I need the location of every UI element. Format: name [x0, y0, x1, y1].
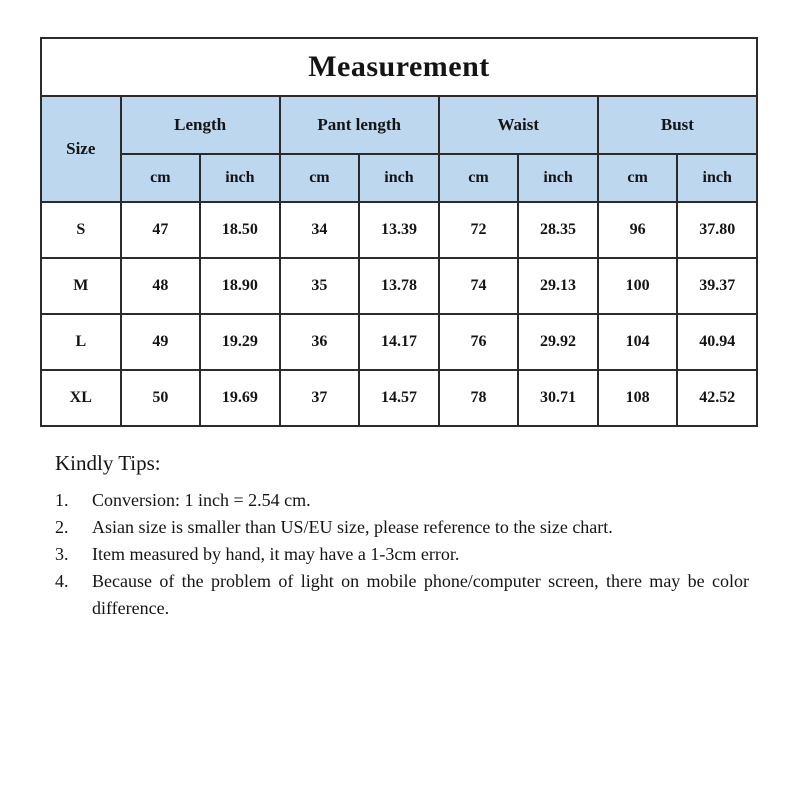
cell-bust-cm: 100 — [598, 258, 678, 314]
cell-pant-cm: 34 — [280, 202, 360, 258]
cell-length-cm: 49 — [121, 314, 201, 370]
cell-bust-inch: 37.80 — [677, 202, 757, 258]
cell-waist-cm: 72 — [439, 202, 519, 258]
cell-bust-cm: 96 — [598, 202, 678, 258]
unit-header-length-inch: inch — [200, 154, 280, 202]
cell-length-inch: 19.29 — [200, 314, 280, 370]
column-header-bust: Bust — [598, 96, 757, 154]
cell-waist-inch: 29.92 — [518, 314, 598, 370]
table-unit-header-row — [41, 154, 757, 202]
size-label: L — [41, 314, 121, 370]
cell-waist-cm: 76 — [439, 314, 519, 370]
tip-item-4 — [55, 568, 749, 622]
tip-text: Because of the problem of light on mobile phone/computer screen, there may be color difference. — [92, 571, 749, 618]
table-row-size-l — [41, 314, 757, 370]
unit-header-bust-cm: cm — [598, 154, 678, 202]
tip-text: Conversion: 1 inch = 2.54 cm. — [92, 490, 311, 510]
cell-length-cm: 47 — [121, 202, 201, 258]
size-label: S — [41, 202, 121, 258]
column-header-size: Size — [41, 96, 121, 202]
tip-number: 1. — [55, 490, 69, 510]
cell-pant-cm: 36 — [280, 314, 360, 370]
unit-header-pant-cm: cm — [280, 154, 360, 202]
cell-bust-cm: 104 — [598, 314, 678, 370]
cell-length-cm: 50 — [121, 370, 201, 426]
table-row-size-s — [41, 202, 757, 258]
tips-heading: Kindly Tips: — [55, 451, 161, 475]
tip-item-2 — [55, 514, 749, 541]
measurement-table — [40, 37, 758, 427]
size-label: XL — [41, 370, 121, 426]
cell-waist-inch: 30.71 — [518, 370, 598, 426]
cell-length-inch: 18.50 — [200, 202, 280, 258]
column-header-length: Length — [121, 96, 280, 154]
column-header-pant-length: Pant length — [280, 96, 439, 154]
cell-pant-cm: 37 — [280, 370, 360, 426]
unit-header-pant-inch: inch — [359, 154, 439, 202]
unit-header-waist-cm: cm — [439, 154, 519, 202]
tip-number: 3. — [55, 544, 69, 564]
tips-section — [55, 451, 749, 622]
cell-waist-inch: 28.35 — [518, 202, 598, 258]
cell-waist-cm: 78 — [439, 370, 519, 426]
table-row-size-m — [41, 258, 757, 314]
tip-text: Asian size is smaller than US/EU size, please reference to the size chart. — [92, 517, 613, 537]
cell-bust-inch: 40.94 — [677, 314, 757, 370]
cell-pant-inch: 13.78 — [359, 258, 439, 314]
cell-bust-cm: 108 — [598, 370, 678, 426]
tip-item-3 — [55, 541, 749, 568]
cell-pant-inch: 14.17 — [359, 314, 439, 370]
cell-length-inch: 19.69 — [200, 370, 280, 426]
cell-bust-inch: 42.52 — [677, 370, 757, 426]
tip-number: 4. — [55, 571, 69, 591]
cell-pant-inch: 14.57 — [359, 370, 439, 426]
unit-header-bust-inch: inch — [677, 154, 757, 202]
tip-item-1 — [55, 487, 749, 514]
table-row-size-xl — [41, 370, 757, 426]
cell-length-inch: 18.90 — [200, 258, 280, 314]
size-label: M — [41, 258, 121, 314]
table-group-header-row — [41, 96, 757, 154]
cell-waist-cm: 74 — [439, 258, 519, 314]
cell-pant-cm: 35 — [280, 258, 360, 314]
unit-header-length-cm: cm — [121, 154, 201, 202]
cell-length-cm: 48 — [121, 258, 201, 314]
cell-waist-inch: 29.13 — [518, 258, 598, 314]
unit-header-waist-inch: inch — [518, 154, 598, 202]
tip-number: 2. — [55, 517, 69, 537]
cell-pant-inch: 13.39 — [359, 202, 439, 258]
table-title-row — [41, 38, 757, 96]
column-header-waist: Waist — [439, 96, 598, 154]
table-title: Measurement — [41, 38, 757, 96]
tip-text: Item measured by hand, it may have a 1-3cm error. — [92, 544, 460, 564]
cell-bust-inch: 39.37 — [677, 258, 757, 314]
